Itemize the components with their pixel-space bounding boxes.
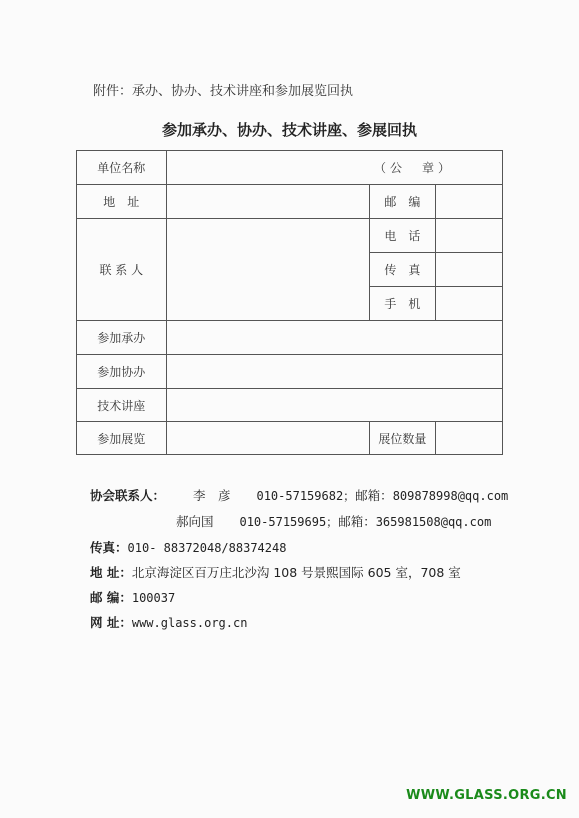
address-label: 地 址 [77, 185, 167, 219]
row-phone [77, 219, 503, 253]
cohost-field[interactable] [166, 355, 502, 389]
mobile-label: 手 机 [369, 287, 436, 321]
postcode-line [90, 588, 175, 606]
contact-name: 郝向国 [176, 514, 214, 529]
postcode-label: 邮 编 [369, 185, 436, 219]
email-label: 邮箱： [338, 514, 376, 529]
address-field[interactable] [166, 185, 369, 219]
contacts-heading: 协会联系人： [90, 488, 166, 503]
address-line-label: 地 址： [90, 565, 132, 580]
contact-line-2 [176, 512, 491, 530]
postcode-field[interactable] [436, 185, 503, 219]
fax-label: 传 真 [369, 253, 436, 287]
footer-watermark: WWW.GLASS.ORG.CN [406, 788, 567, 803]
row-cohost [77, 355, 503, 389]
exhibit-field[interactable] [166, 422, 369, 455]
fax-field[interactable] [436, 253, 503, 287]
exhibit-label: 参加展览 [77, 422, 167, 455]
website-link[interactable]: www.glass.org.cn [131, 616, 248, 630]
unit-name-label: 单位名称 [77, 151, 167, 185]
row-unit-name [77, 151, 503, 185]
fax-line [90, 538, 286, 556]
booth-count-field[interactable] [436, 422, 503, 455]
contact-phone: 010-57159695； [239, 515, 339, 529]
row-host [77, 321, 503, 355]
fax-number: 010- 88372048/88374248 [127, 541, 287, 555]
contact-email[interactable]: 365981508@qq.com [375, 515, 492, 529]
postcode-text: 100037 [131, 591, 176, 605]
registration-form-table [76, 150, 503, 455]
row-lecture [77, 389, 503, 422]
attachment-heading: 附件：承办、协办、技术讲座和参加展览回执 [93, 84, 354, 99]
email-label: 邮箱： [355, 488, 393, 503]
contact-email[interactable]: 809878998@qq.com [392, 489, 509, 503]
contact-name: 李 彦 [192, 488, 231, 503]
address-text: 北京海淀区百万庄北沙沟 108 号景熙国际 605 室，708 室 [131, 565, 461, 580]
postcode-line-label: 邮 编： [90, 590, 132, 605]
mobile-field[interactable] [436, 287, 503, 321]
row-address [77, 185, 503, 219]
address-line [90, 563, 461, 581]
contact-line-1 [90, 486, 508, 504]
contact-field[interactable] [166, 219, 369, 321]
form-title: 参加承办、协办、技术讲座、参展回执 [161, 121, 417, 139]
contact-phone: 010-57159682； [256, 489, 356, 503]
host-label: 参加承办 [77, 321, 167, 355]
booth-count-label: 展位数量 [369, 422, 436, 455]
website-line-label: 网 址： [90, 615, 132, 630]
website-line [90, 613, 247, 631]
row-exhibit [77, 422, 503, 455]
lecture-label: 技术讲座 [77, 389, 167, 422]
lecture-field[interactable] [166, 389, 502, 422]
cohost-label: 参加协办 [77, 355, 167, 389]
seal-cell[interactable]: （公 章） [166, 151, 502, 185]
contact-label: 联 系 人 [77, 219, 167, 321]
phone-field[interactable] [436, 219, 503, 253]
host-field[interactable] [166, 321, 502, 355]
fax-line-label: 传真： [90, 540, 128, 555]
phone-label: 电 话 [369, 219, 436, 253]
